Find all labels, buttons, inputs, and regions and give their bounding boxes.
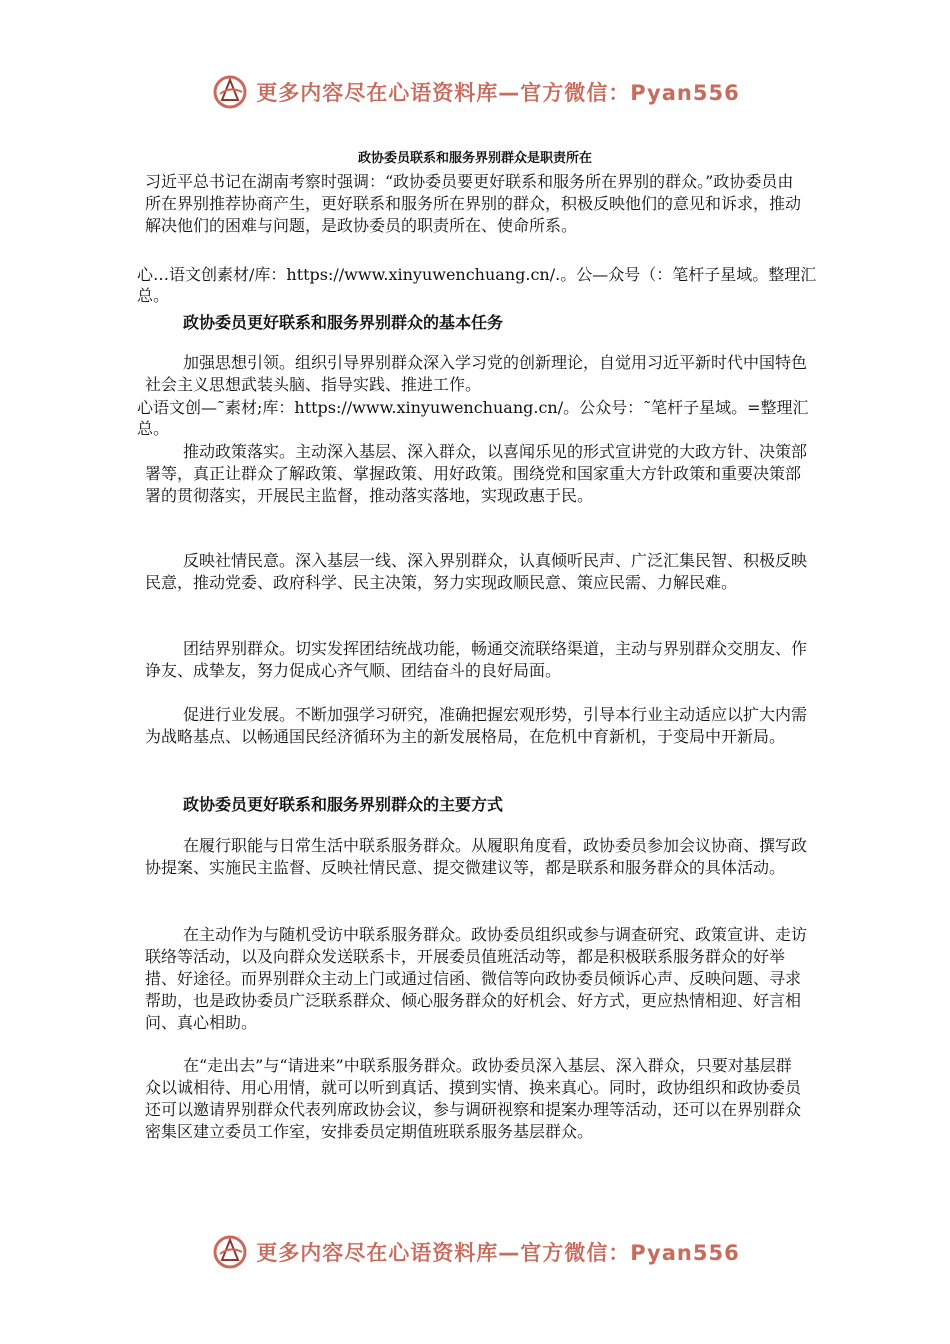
section1-paragraph-3: 反映社情民意。深入基层一线、深入界别群众，认真倾听民声、广泛汇集民智、积极反映民意，推动党委、政府科学、民主决策，努力实现政顺民意、策应民需、力解民难。 xyxy=(145,551,808,592)
section2-heading: 政协委员更好联系和服务界别群众的主要方式 xyxy=(183,795,504,814)
section1-paragraph-5: 促进行业发展。不断加强学习研究，准确把握宏观形势，引导本行业主动适应以扩大内需为战略基点、以畅通国民经济循环为主的新发展格局，在危机中育新机，于变局中开新局。 xyxy=(145,705,808,746)
section2-paragraph-3: 在“走出去”与“请进来”中联系服务群众。政协委员深入基层、深入群众，只要对基层群众以诚相待、用心用情，就可以听到真话、摸到实情、换来真心。同时，政协组织和政协委员还可以邀请界别群众代表列席政协会议，参与调研视察和提案办理等活动，还可以在界别群众密集区建立委员工作室，安排委员定期值班联系服务基层群众。 xyxy=(145,1056,802,1141)
intro-paragraph: 习近平总书记在湖南考察时强调：“政协委员要更好联系和服务所在界别的群众。”政协委员由所在界别推荐协商产生，更好联系和服务所在界别的群众，积极反映他们的意见和诉求，推动解决他们的困难与问题，是政协委员的职责所在、使命所系。 xyxy=(145,172,802,235)
section1-heading: 政协委员更好联系和服务界别群众的基本任务 xyxy=(183,313,504,332)
section2-paragraph-1: 在履行职能与日常生活中联系服务群众。从履职角度看，政协委员参加会议协商、撰写政协提案、实施民主监督、反映社情民意、提交微建议等，都是联系和服务群众的具体活动。 xyxy=(145,836,808,877)
section1-paragraph-4: 团结界别群众。切实发挥团结统战功能，畅通交流联络渠道，主动与界别群众交朋友、作诤友、成挚友，努力促成心齐气顺、团结奋斗的良好局面。 xyxy=(145,639,808,680)
section1-paragraph-2: 推动政策落实。主动深入基层、深入群众，以喜闻乐见的形式宣讲党的大政方针、决策部署等，真正让群众了解政策、掌握政策、用好政策。围绕党和国家重大方针政策和重要决策部署的贯彻落实，开展民主监督，推动落实落地，实现政惠于民。 xyxy=(145,442,808,505)
footer-banner xyxy=(0,1230,950,1274)
source-note-2: 心语文创—˜素材;库：https://www.xinyuwenchuang.cn/。公众号：˜笔杆子星域。=整理汇总。 xyxy=(137,398,809,438)
source-note-1: 心…语文创素材/库：https://www.xinyuwenchuang.cn/.。公—众号（：笔杆子星域。整理汇总。 xyxy=(137,265,817,305)
logo-icon xyxy=(210,72,250,112)
header-banner xyxy=(0,70,950,114)
section1-paragraph-1: 加强思想引领。组织引导界别群众深入学习党的创新理论，自觉用习近平新时代中国特色社会主义思想武装头脑、指导实践、推进工作。 xyxy=(145,353,808,394)
banner-text: 更多内容尽在心语资料库—官方微信：Pyan556 xyxy=(256,81,740,105)
banner-text: 更多内容尽在心语资料库—官方微信：Pyan556 xyxy=(256,1241,740,1265)
section2-paragraph-2: 在主动作为与随机受访中联系服务群众。政协委员组织或参与调查研究、政策宣讲、走访联络等活动，以及向群众发送联系卡，开展委员值班活动等，都是积极联系服务群众的好举措、好途径。而界别群众主动上门或通过信函、微信等向政协委员倾诉心声、反映问题、寻求帮助，也是政协委员广泛联系群众、倾心服务群众的好机会、好方式，更应热情相迎、好言相问、真心相助。 xyxy=(145,925,808,1032)
document-title: 政协委员联系和服务界别群众是职责所在 xyxy=(357,151,592,166)
logo-icon xyxy=(210,1232,250,1272)
